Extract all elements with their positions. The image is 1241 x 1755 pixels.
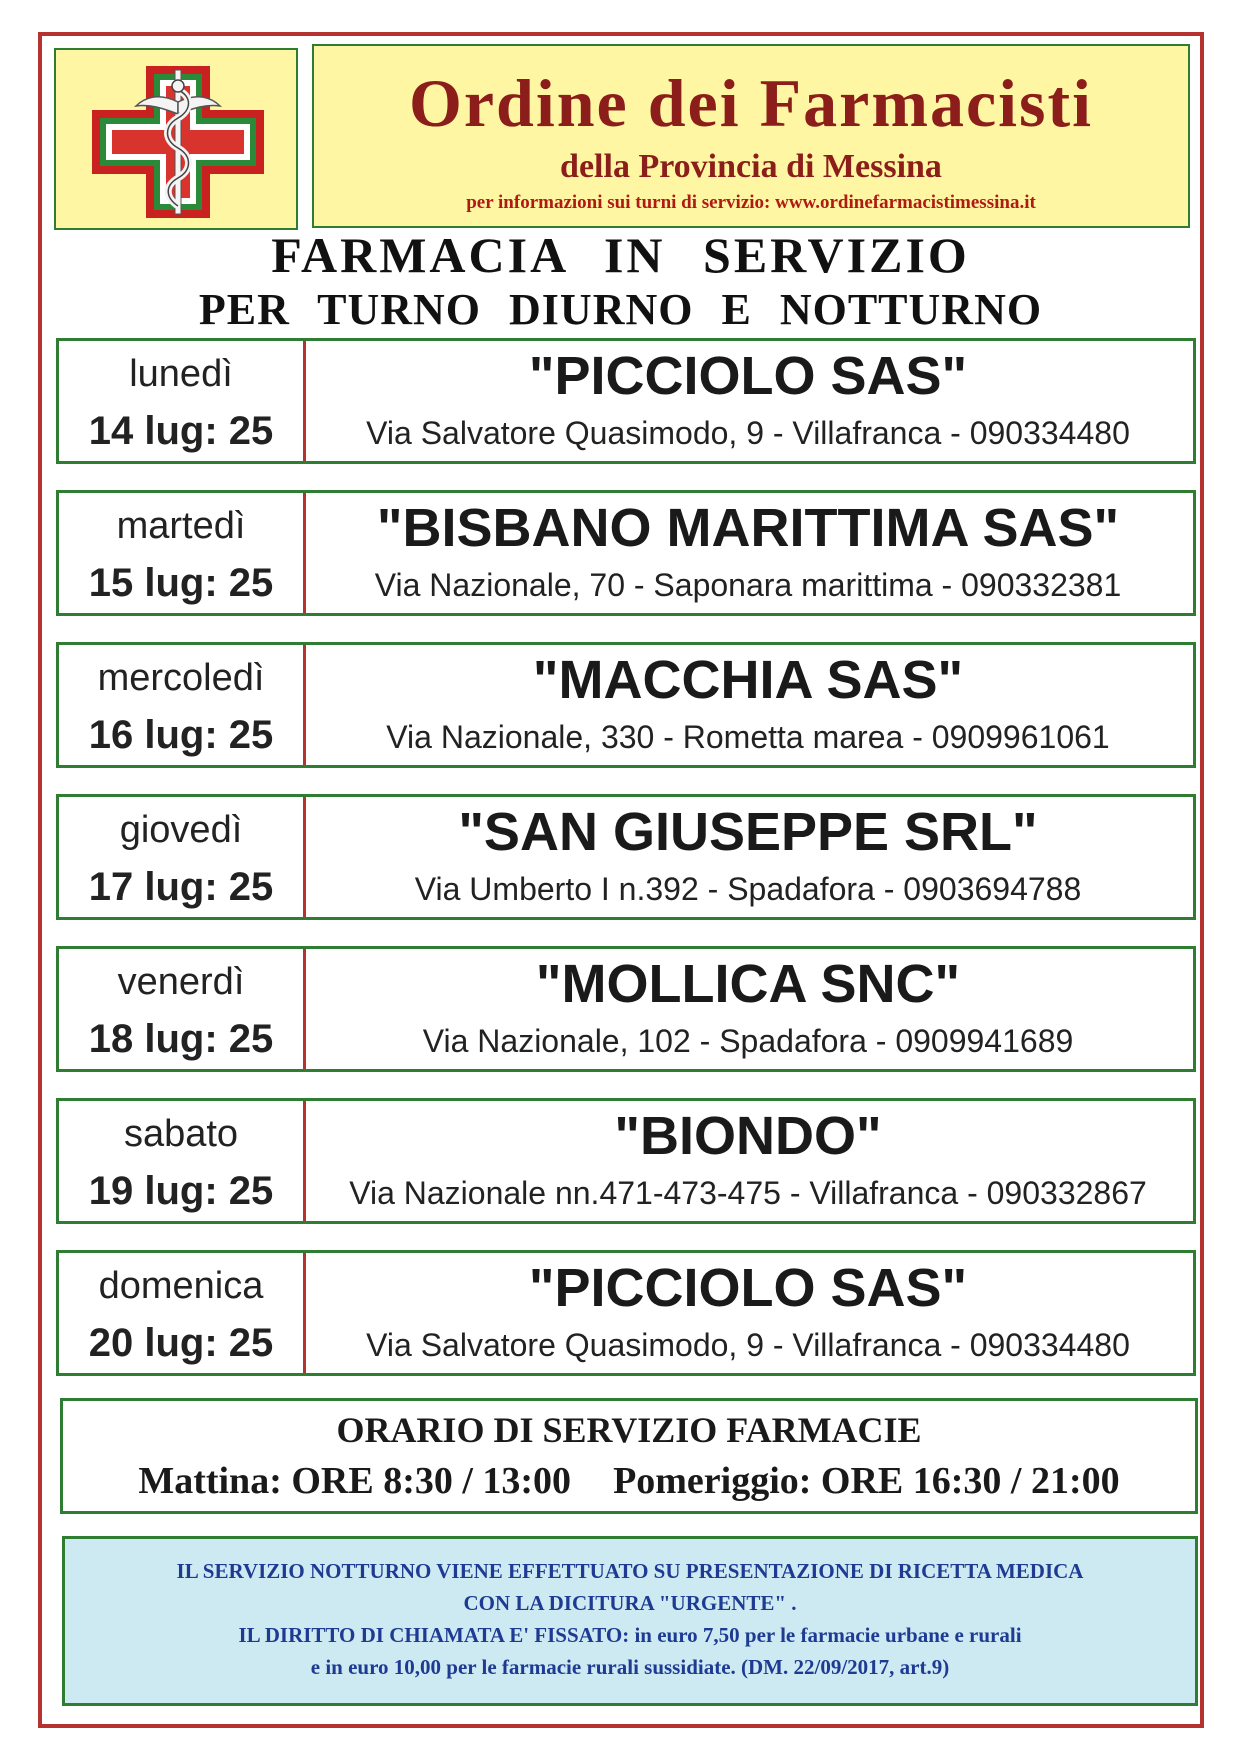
date-cell [59,341,306,461]
date: 17 lug: 25 [88,865,274,909]
service-hours-box [60,1398,1198,1514]
weekday: sabato [123,1113,239,1155]
morning-hours: Mattina: ORE 8:30 / 13:00 [138,1460,572,1502]
logo-box [54,48,298,230]
pharmacy-name: "MOLLICA SNC" [535,954,961,1014]
service-hours-title: ORARIO DI SERVIZIO FARMACIE [336,1410,922,1450]
pharmacy-address: Via Nazionale, 102 - Spadafora - 0909941689 [422,1023,1074,1059]
pharmacy-address: Via Nazionale, 70 - Saponara marittima - 090332381 [374,567,1122,603]
date-cell [59,493,306,613]
date: 15 lug: 25 [88,561,274,605]
notice-line: IL SERVIZIO NOTTURNO VIENE EFFETTUATO SU PRESENTAZIONE DI RICETTA MEDICA [176,1559,1084,1583]
pharmacy-cross-caduceus-icon [88,62,268,222]
pharmacy-name: "BISBANO MARITTIMA SAS" [376,498,1120,558]
pharmacy-address: Via Umberto I n.392 - Spadafora - 0903694788 [414,871,1082,907]
date: 14 lug: 25 [88,409,274,453]
date-cell [59,1101,306,1221]
afternoon-hours: Pomeriggio: ORE 16:30 / 21:00 [613,1460,1120,1502]
date-cell [59,949,306,1069]
weekday: domenica [98,1265,264,1307]
pharmacy-address: Via Nazionale, 330 - Rometta marea - 0909961061 [386,719,1110,755]
pharmacy-address: Via Salvatore Quasimodo, 9 - Villafranca - 090334480 [366,1327,1130,1363]
service-hours-line [63,1459,1195,1503]
schedule-row [56,1098,1196,1224]
weekday: lunedì [129,353,233,395]
date-cell [59,645,306,765]
pharmacy-name: "PICCIOLO SAS" [528,1258,968,1318]
organization-info: per informazioni sui turni di servizio: www.ordinefarmacistimessina.it [466,192,1036,213]
schedule-row [56,794,1196,920]
weekday: giovedì [119,809,243,851]
pharmacy-address: Via Salvatore Quasimodo, 9 - Villafranca - 090334480 [366,415,1130,451]
night-service-notice [62,1536,1198,1706]
pharmacy-name: "PICCIOLO SAS" [528,346,968,406]
notice-line: IL DIRITTO DI CHIAMATA E' FISSATO: in euro 7,50 per le farmacie urbane e rurali [238,1623,1022,1647]
notice-line: e in euro 10,00 per le farmacie rurali sussidiate. (DM. 22/09/2017, art.9) [310,1655,950,1679]
organization-subtitle: della Provincia di Messina [560,148,942,185]
schedule-row [56,338,1196,464]
schedule-row [56,946,1196,1072]
date-cell [59,797,306,917]
organization-title: Ordine dei Farmacisti [408,65,1094,141]
date: 19 lug: 25 [88,1169,274,1213]
schedule-row [56,490,1196,616]
weekday: martedì [116,505,246,547]
heading-sub: PER TURNO DIURNO E NOTTURNO [198,285,1043,334]
pharmacy-name: "BIONDO" [614,1106,882,1166]
notice-line: CON LA DICITURA "URGENTE" . [463,1591,797,1615]
pharmacy-name: "MACCHIA SAS" [532,650,964,710]
heading-main: FARMACIA IN SERVIZIO [271,227,970,283]
weekday: mercoledì [97,657,265,699]
date: 16 lug: 25 [88,713,274,757]
pharmacy-name: "SAN GIUSEPPE SRL" [458,802,1038,862]
date-cell [59,1253,306,1373]
date: 20 lug: 25 [88,1321,274,1365]
schedule-row [56,1250,1196,1376]
pharmacy-address: Via Nazionale nn.471-473-475 - Villafranca - 090332867 [349,1175,1147,1211]
date: 18 lug: 25 [88,1017,274,1061]
weekday: venerdì [117,961,245,1003]
title-box [312,44,1190,228]
schedule-row [56,642,1196,768]
